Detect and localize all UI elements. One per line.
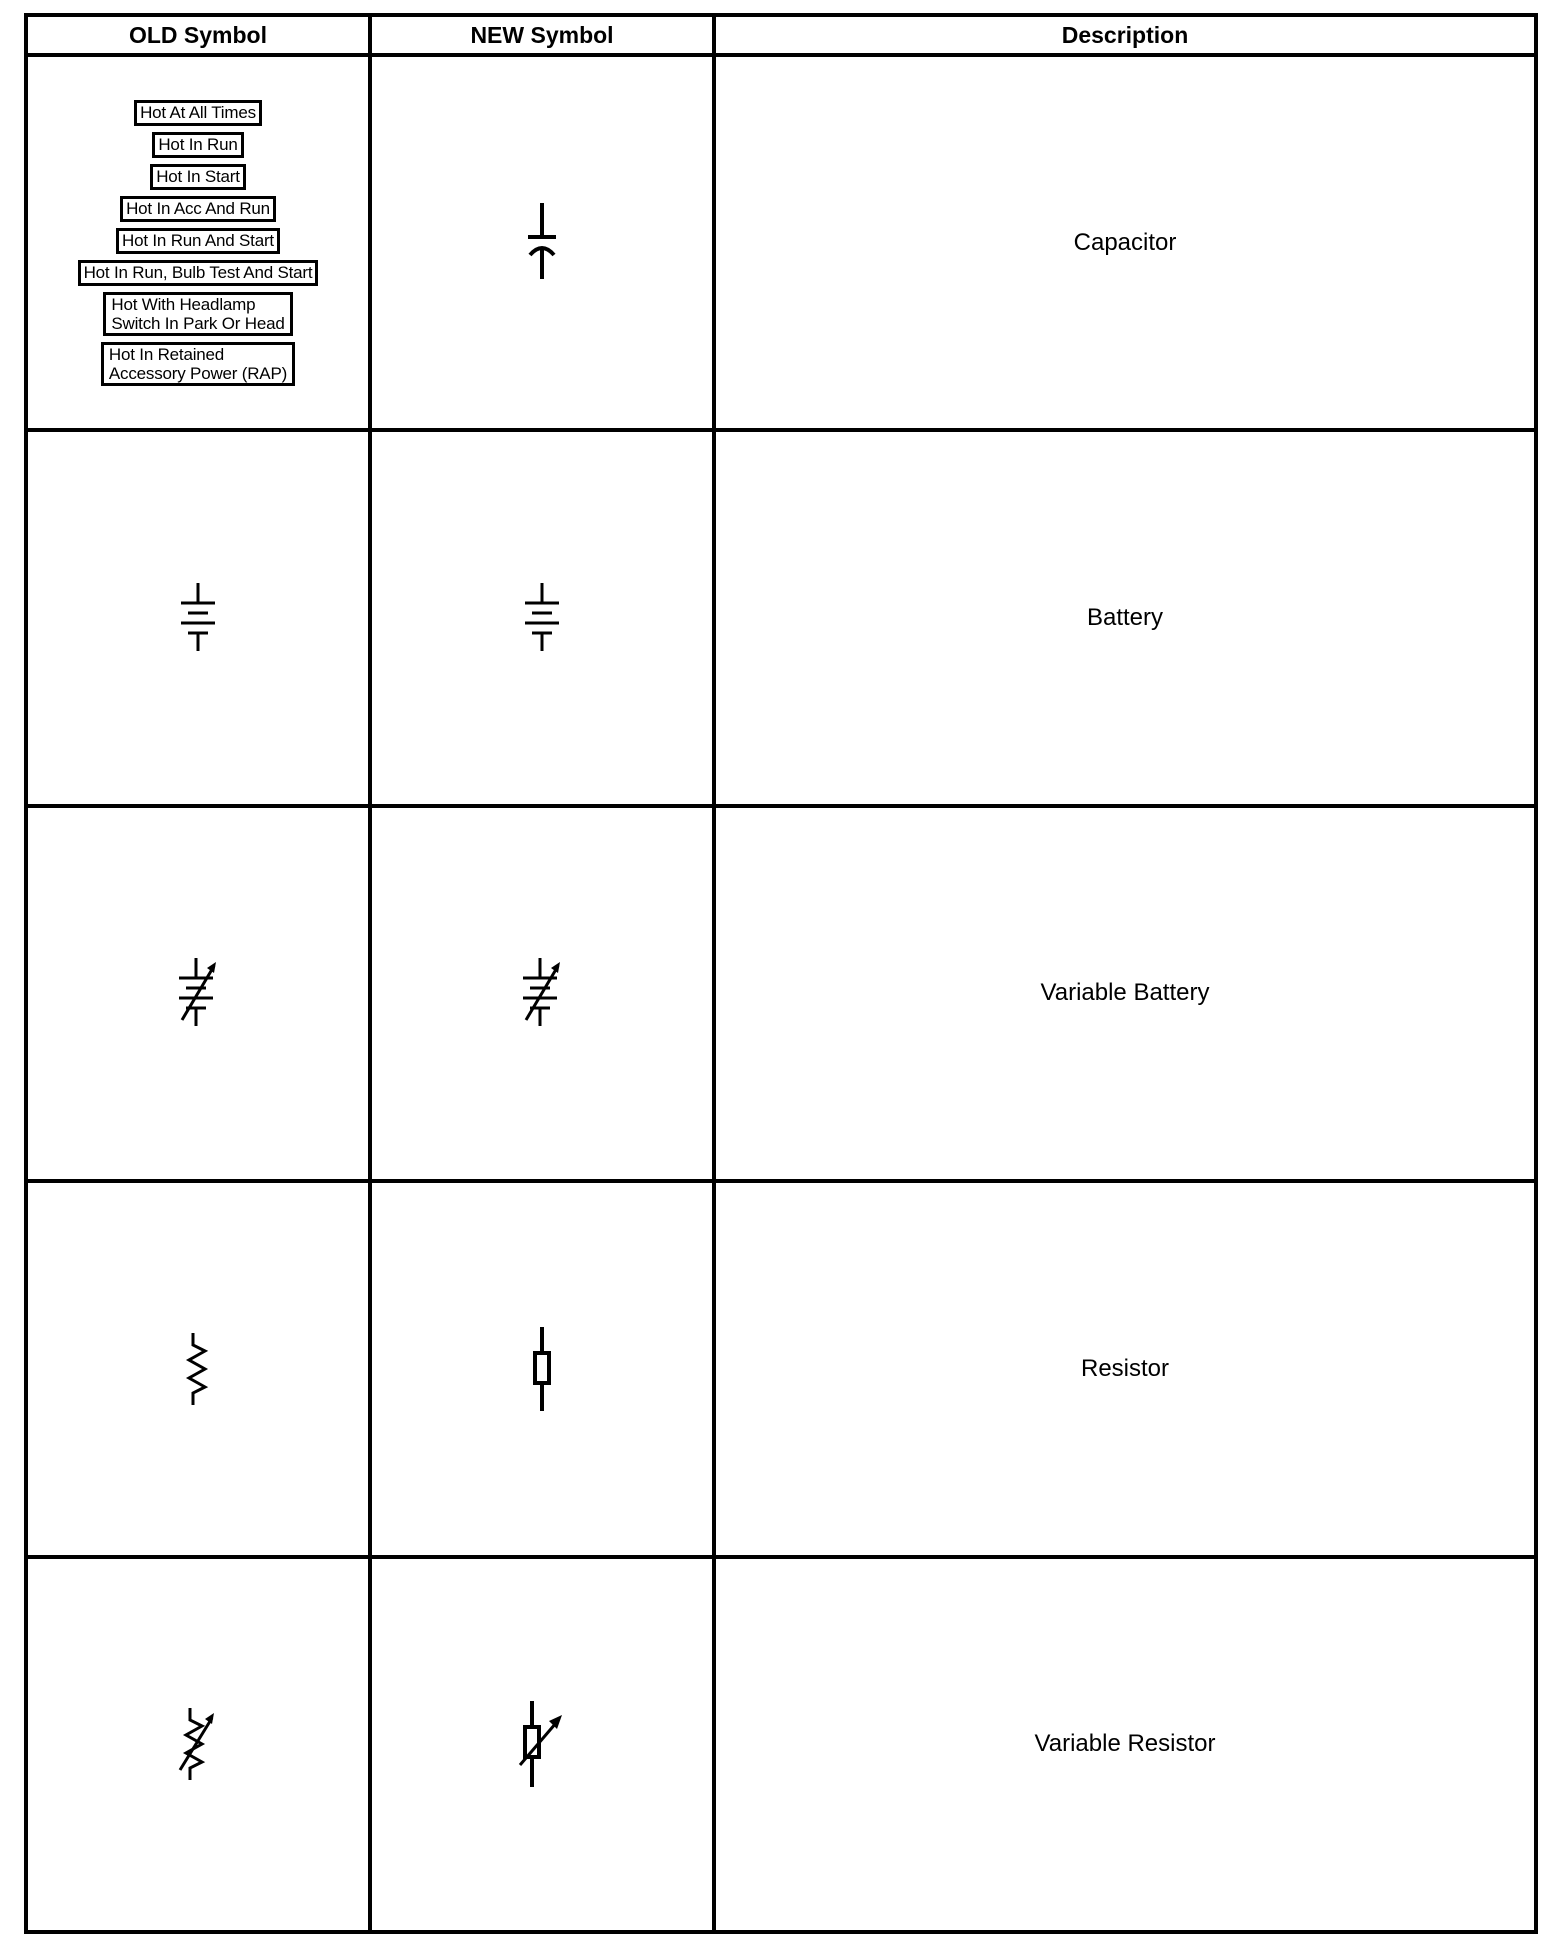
battery-icon (178, 583, 218, 653)
old-symbol-cell (26, 55, 370, 430)
old-symbol-cell (26, 430, 370, 805)
hot-label: Hot In Run, Bulb Test And Start (78, 260, 319, 286)
hot-label: Hot In Acc And Run (120, 196, 276, 222)
description-text: Capacitor (1073, 228, 1177, 256)
hot-label: Hot In Retained Accessory Power (RAP) (101, 342, 295, 386)
new-symbol-cell (370, 1557, 714, 1932)
description-cell (714, 55, 1536, 430)
description-text: Resistor (1080, 1354, 1170, 1382)
hot-label: Hot With Headlamp Switch In Park Or Head (103, 292, 292, 336)
header-old-symbol: OLD Symbol (26, 15, 370, 55)
old-symbol-cell (26, 806, 370, 1181)
table-row (26, 55, 1536, 430)
table-row (26, 806, 1536, 1181)
description-cell (714, 430, 1536, 805)
hot-label: Hot At All Times (134, 100, 262, 126)
symbol-table (24, 13, 1538, 1934)
capacitor-icon (522, 203, 562, 283)
variable-zigzag-resistor-icon (176, 1708, 220, 1780)
new-symbol-cell (370, 806, 714, 1181)
description-cell (714, 1181, 1536, 1556)
old-symbol-cell (26, 1181, 370, 1556)
box-resistor-icon (530, 1327, 554, 1411)
hot-label: Hot In Run (152, 132, 243, 158)
variable-battery-icon (176, 958, 220, 1028)
hot-label: Hot In Run And Start (116, 228, 280, 254)
variable-box-resistor-icon (518, 1701, 566, 1787)
header-new-symbol: NEW Symbol (370, 15, 714, 55)
description-cell (714, 806, 1536, 1181)
description-text: Variable Resistor (1034, 1730, 1216, 1758)
hot-label: Hot In Start (150, 164, 246, 190)
hot-label-stack (78, 100, 319, 386)
battery-icon (522, 583, 562, 653)
new-symbol-cell (370, 55, 714, 430)
table-row (26, 1181, 1536, 1556)
zigzag-resistor-icon (183, 1333, 213, 1405)
description-cell (714, 1557, 1536, 1932)
table-row (26, 1557, 1536, 1932)
table-row (26, 430, 1536, 805)
description-text: Battery (1086, 604, 1164, 632)
old-symbol-cell (26, 1557, 370, 1932)
new-symbol-cell (370, 1181, 714, 1556)
variable-battery-icon (520, 958, 564, 1028)
header-row (26, 15, 1536, 55)
header-description: Description (714, 15, 1536, 55)
new-symbol-cell (370, 430, 714, 805)
description-text: Variable Battery (1040, 979, 1210, 1007)
